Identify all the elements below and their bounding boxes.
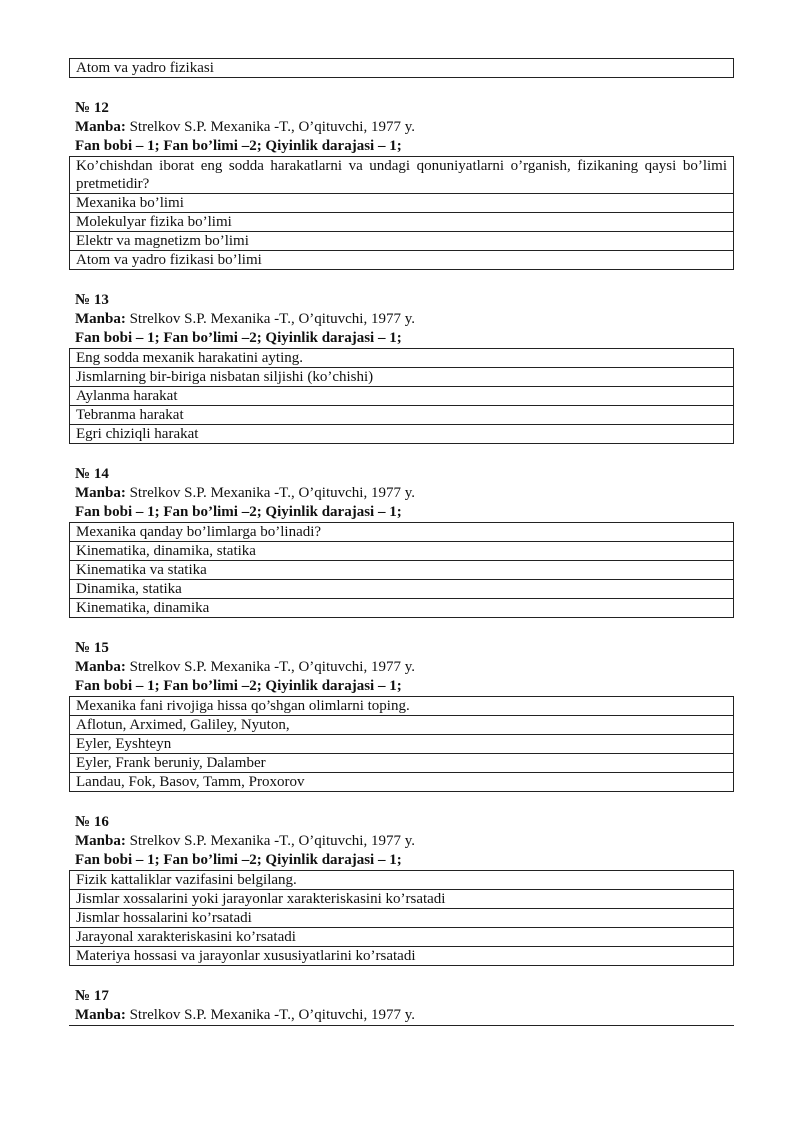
question-block xyxy=(69,99,734,270)
source-line xyxy=(69,1006,734,1026)
document-page xyxy=(69,58,734,1026)
meta-line: Fan bobi – 1; Fan bo’limi –2; Qiyinlik darajasi – 1; xyxy=(75,330,402,346)
source-text: Strelkov S.P. Mexanika -T., O’qituvchi, 1977 y. xyxy=(129,833,415,849)
answer-option: Jismlar xossalarini yoki jarayonlar xarakteriskasini ko’rsatadi xyxy=(70,890,734,909)
answer-cell: Atom va yadro fizikasi xyxy=(70,59,734,78)
source-text: Strelkov S.P. Mexanika -T., O’qituvchi, 1977 y. xyxy=(129,311,415,327)
answer-table-fragment xyxy=(69,58,734,78)
answer-option: Molekulyar fizika bo’limi xyxy=(70,213,734,232)
answer-option: Kinematika va statika xyxy=(70,561,734,580)
source-line xyxy=(69,310,734,329)
question-block xyxy=(69,813,734,966)
question-table xyxy=(69,348,734,444)
source-line xyxy=(69,832,734,851)
question-list xyxy=(69,99,734,966)
question-table xyxy=(69,696,734,792)
meta-line: Fan bobi – 1; Fan bo’limi –2; Qiyinlik darajasi – 1; xyxy=(75,138,402,154)
answer-option: Aylanma harakat xyxy=(70,387,734,406)
source-label: Manba: xyxy=(75,311,126,327)
source-text: Strelkov S.P. Mexanika -T., O’qituvchi, 1977 y. xyxy=(129,1007,415,1023)
answer-option: Atom va yadro fizikasi bo’limi xyxy=(70,251,734,270)
question-text: Ko’chishdan iborat eng sodda harakatlarni va undagi qonuniyatlarni o’rganish, fizikaning qaysi bo’limi pretmetidir? xyxy=(70,157,734,194)
question-text: Fizik kattaliklar vazifasini belgilang. xyxy=(70,871,734,890)
source-label: Manba: xyxy=(75,659,126,675)
answer-option: Landau, Fok, Basov, Tamm, Proxorov xyxy=(70,773,734,792)
answer-option: Kinematika, dinamika, statika xyxy=(70,542,734,561)
source-label: Manba: xyxy=(75,485,126,501)
answer-option: Aflotun, Arximed, Galiley, Nyuton, xyxy=(70,716,734,735)
question-text: Eng sodda mexanik harakatini ayting. xyxy=(70,349,734,368)
source-label: Manba: xyxy=(75,119,126,135)
answer-option: Jismlar hossalarini ko’rsatadi xyxy=(70,909,734,928)
question-table xyxy=(69,522,734,618)
answer-option: Eyler, Eyshteyn xyxy=(70,735,734,754)
question-text: Mexanika fani rivojiga hissa qo’shgan olimlarni toping. xyxy=(70,697,734,716)
answer-option: Egri chiziqli harakat xyxy=(70,425,734,444)
answer-option: Dinamika, statika xyxy=(70,580,734,599)
question-number: № 15 xyxy=(75,640,109,656)
answer-option: Jismlarning bir-biriga nisbatan siljishi (ko’chishi) xyxy=(70,368,734,387)
source-line xyxy=(69,118,734,137)
answer-option: Kinematika, dinamika xyxy=(70,599,734,618)
question-table xyxy=(69,870,734,966)
question-number: № 17 xyxy=(75,988,109,1004)
source-label: Manba: xyxy=(75,833,126,849)
question-number: № 13 xyxy=(75,292,109,308)
answer-option: Jarayonal xarakteriskasini ko’rsatadi xyxy=(70,928,734,947)
question-number: № 12 xyxy=(75,100,109,116)
question-block xyxy=(69,639,734,792)
question-number: № 14 xyxy=(75,466,109,482)
answer-option: Mexanika bo’limi xyxy=(70,194,734,213)
meta-line: Fan bobi – 1; Fan bo’limi –2; Qiyinlik darajasi – 1; xyxy=(75,852,402,868)
answer-option: Tebranma harakat xyxy=(70,406,734,425)
source-text: Strelkov S.P. Mexanika -T., O’qituvchi, 1977 y. xyxy=(129,659,415,675)
question-block xyxy=(69,465,734,618)
question-number: № 16 xyxy=(75,814,109,830)
answer-option: Eyler, Frank beruniy, Dalamber xyxy=(70,754,734,773)
question-block xyxy=(69,291,734,444)
question-text: Mexanika qanday bo’limlarga bo’linadi? xyxy=(70,523,734,542)
question-block xyxy=(69,987,734,1026)
answer-option: Elektr va magnetizm bo’limi xyxy=(70,232,734,251)
source-label: Manba: xyxy=(75,1007,126,1023)
meta-line: Fan bobi – 1; Fan bo’limi –2; Qiyinlik darajasi – 1; xyxy=(75,678,402,694)
source-line xyxy=(69,484,734,503)
source-line xyxy=(69,658,734,677)
meta-line: Fan bobi – 1; Fan bo’limi –2; Qiyinlik darajasi – 1; xyxy=(75,504,402,520)
answer-option: Materiya hossasi va jarayonlar xususiyatlarini ko’rsatadi xyxy=(70,947,734,966)
source-text: Strelkov S.P. Mexanika -T., O’qituvchi, 1977 y. xyxy=(129,119,415,135)
question-table xyxy=(69,156,734,270)
source-text: Strelkov S.P. Mexanika -T., O’qituvchi, 1977 y. xyxy=(129,485,415,501)
